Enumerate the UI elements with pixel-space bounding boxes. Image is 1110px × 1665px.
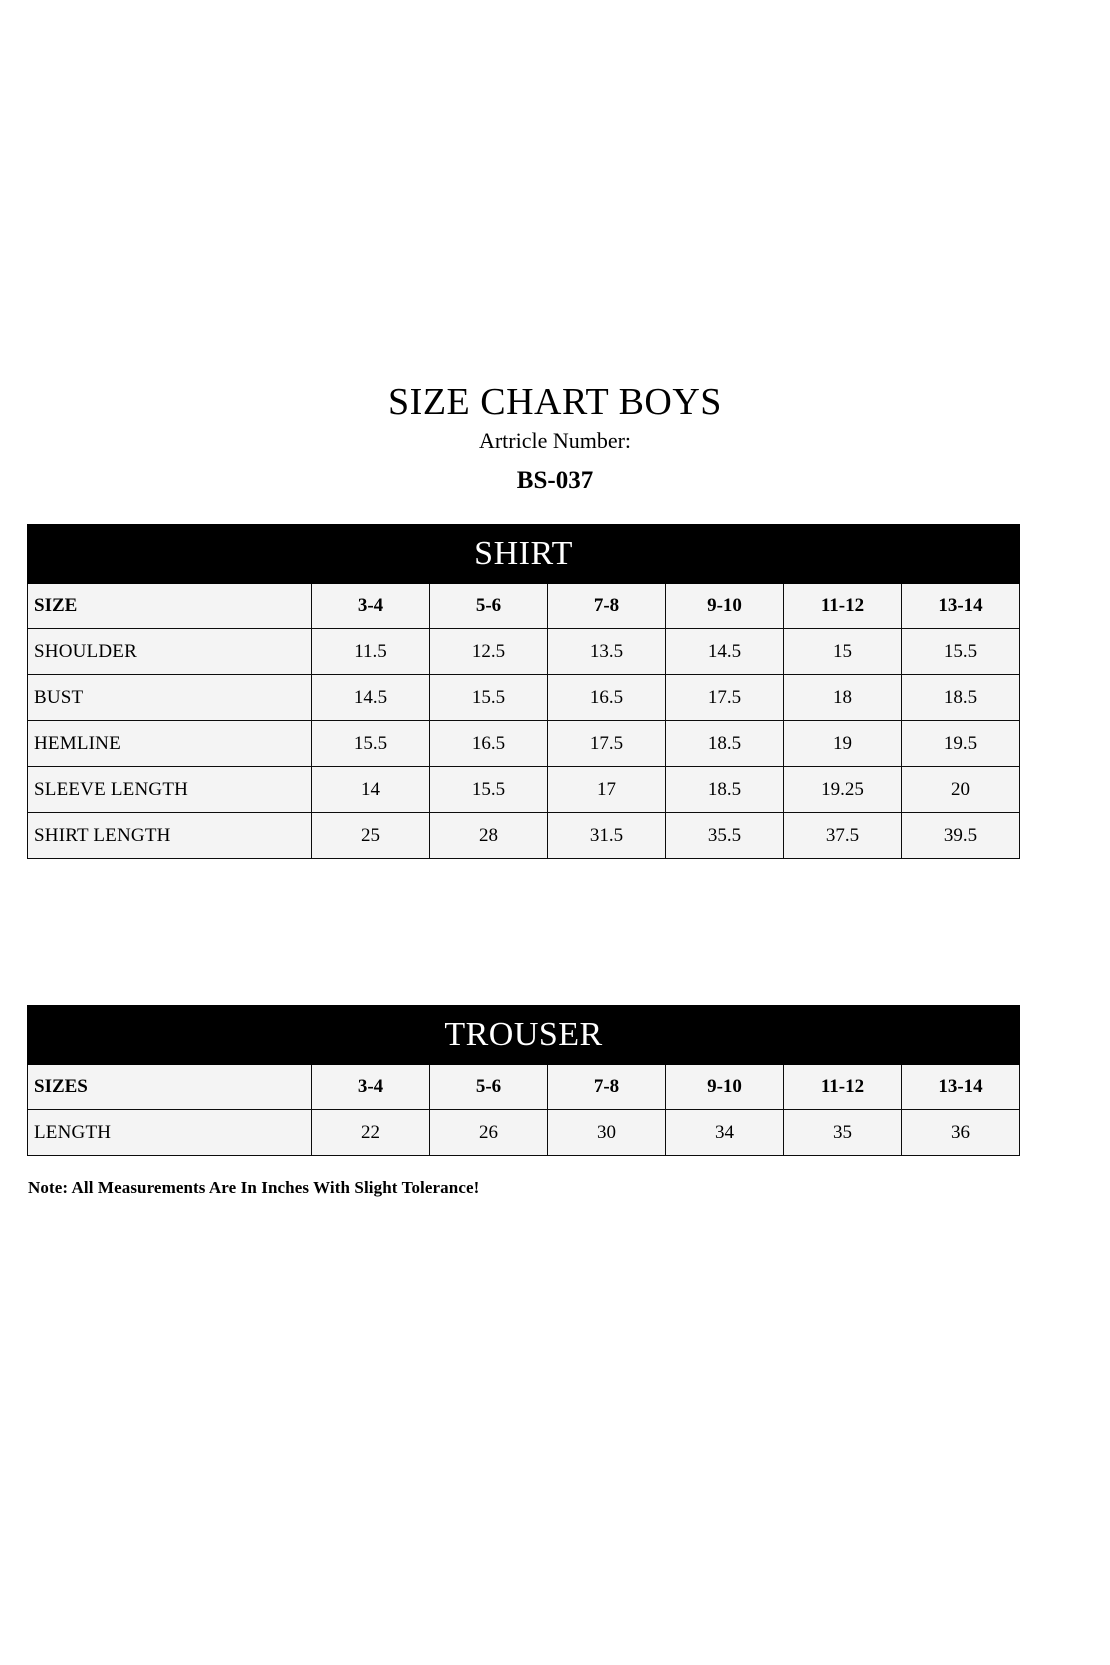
row-value: 17 xyxy=(548,767,666,813)
trouser-header-9-10: 9-10 xyxy=(666,1065,784,1110)
article-number-value: BS-037 xyxy=(516,467,594,494)
row-value: 16.5 xyxy=(430,721,548,767)
row-value: 17.5 xyxy=(666,675,784,721)
table-row xyxy=(28,767,1020,813)
row-value: 20 xyxy=(902,767,1020,813)
shirt-size-table xyxy=(27,524,1020,859)
row-value: 15.5 xyxy=(902,629,1020,675)
row-value: 31.5 xyxy=(548,813,666,859)
row-value: 13.5 xyxy=(548,629,666,675)
trouser-size-table xyxy=(27,1005,1020,1156)
row-label: LENGTH xyxy=(28,1110,312,1156)
row-value: 18.5 xyxy=(666,767,784,813)
trouser-header-3-4: 3-4 xyxy=(312,1065,430,1110)
trouser-header-7-8: 7-8 xyxy=(548,1065,666,1110)
table-row xyxy=(28,1110,1020,1156)
row-value: 15.5 xyxy=(312,721,430,767)
row-value: 15.5 xyxy=(430,767,548,813)
trouser-size-table-container xyxy=(27,1005,1019,1156)
row-value: 35.5 xyxy=(666,813,784,859)
row-value: 36 xyxy=(902,1110,1020,1156)
table-row xyxy=(28,675,1020,721)
trouser-header-13-14: 13-14 xyxy=(902,1065,1020,1110)
row-label: SHIRT LENGTH xyxy=(28,813,312,859)
shirt-header-11-12: 11-12 xyxy=(784,584,902,629)
row-value: 17.5 xyxy=(548,721,666,767)
row-value: 34 xyxy=(666,1110,784,1156)
shirt-header-7-8: 7-8 xyxy=(548,584,666,629)
row-value: 19 xyxy=(784,721,902,767)
row-value: 30 xyxy=(548,1110,666,1156)
row-label: BUST xyxy=(28,675,312,721)
row-value: 19.25 xyxy=(784,767,902,813)
shirt-header-row xyxy=(28,584,1020,629)
shirt-size-table-container xyxy=(27,524,1019,859)
shirt-header-size: SIZE xyxy=(28,584,312,629)
trouser-header-row xyxy=(28,1065,1020,1110)
row-value: 35 xyxy=(784,1110,902,1156)
page-title: SIZE CHART BOYS xyxy=(388,381,722,424)
trouser-header-5-6: 5-6 xyxy=(430,1065,548,1110)
row-value: 15.5 xyxy=(430,675,548,721)
row-value: 16.5 xyxy=(548,675,666,721)
table-row xyxy=(28,721,1020,767)
row-value: 14.5 xyxy=(312,675,430,721)
row-value: 18.5 xyxy=(902,675,1020,721)
row-value: 28 xyxy=(430,813,548,859)
row-value: 22 xyxy=(312,1110,430,1156)
row-value: 15 xyxy=(784,629,902,675)
row-value: 19.5 xyxy=(902,721,1020,767)
shirt-header-13-14: 13-14 xyxy=(902,584,1020,629)
row-value: 11.5 xyxy=(312,629,430,675)
trouser-header-sizes: SIZES xyxy=(28,1065,312,1110)
row-value: 39.5 xyxy=(902,813,1020,859)
shirt-header-5-6: 5-6 xyxy=(430,584,548,629)
row-label: SHOULDER xyxy=(28,629,312,675)
row-value: 18 xyxy=(784,675,902,721)
row-label: HEMLINE xyxy=(28,721,312,767)
table-row xyxy=(28,813,1020,859)
row-value: 25 xyxy=(312,813,430,859)
row-value: 26 xyxy=(430,1110,548,1156)
shirt-banner-row xyxy=(28,525,1020,584)
measurements-note: Note: All Measurements Are In Inches With Slight Tolerance! xyxy=(28,1178,480,1197)
trouser-banner-row xyxy=(28,1006,1020,1065)
row-value: 14.5 xyxy=(666,629,784,675)
row-label: SLEEVE LENGTH xyxy=(28,767,312,813)
row-value: 14 xyxy=(312,767,430,813)
shirt-header-3-4: 3-4 xyxy=(312,584,430,629)
table-row xyxy=(28,629,1020,675)
row-value: 18.5 xyxy=(666,721,784,767)
row-value: 12.5 xyxy=(430,629,548,675)
trouser-banner: TROUSER xyxy=(28,1006,1020,1065)
trouser-header-11-12: 11-12 xyxy=(784,1065,902,1110)
shirt-header-9-10: 9-10 xyxy=(666,584,784,629)
shirt-banner: SHIRT xyxy=(28,525,1020,584)
article-number-label: Artricle Number: xyxy=(478,428,632,453)
row-value: 37.5 xyxy=(784,813,902,859)
